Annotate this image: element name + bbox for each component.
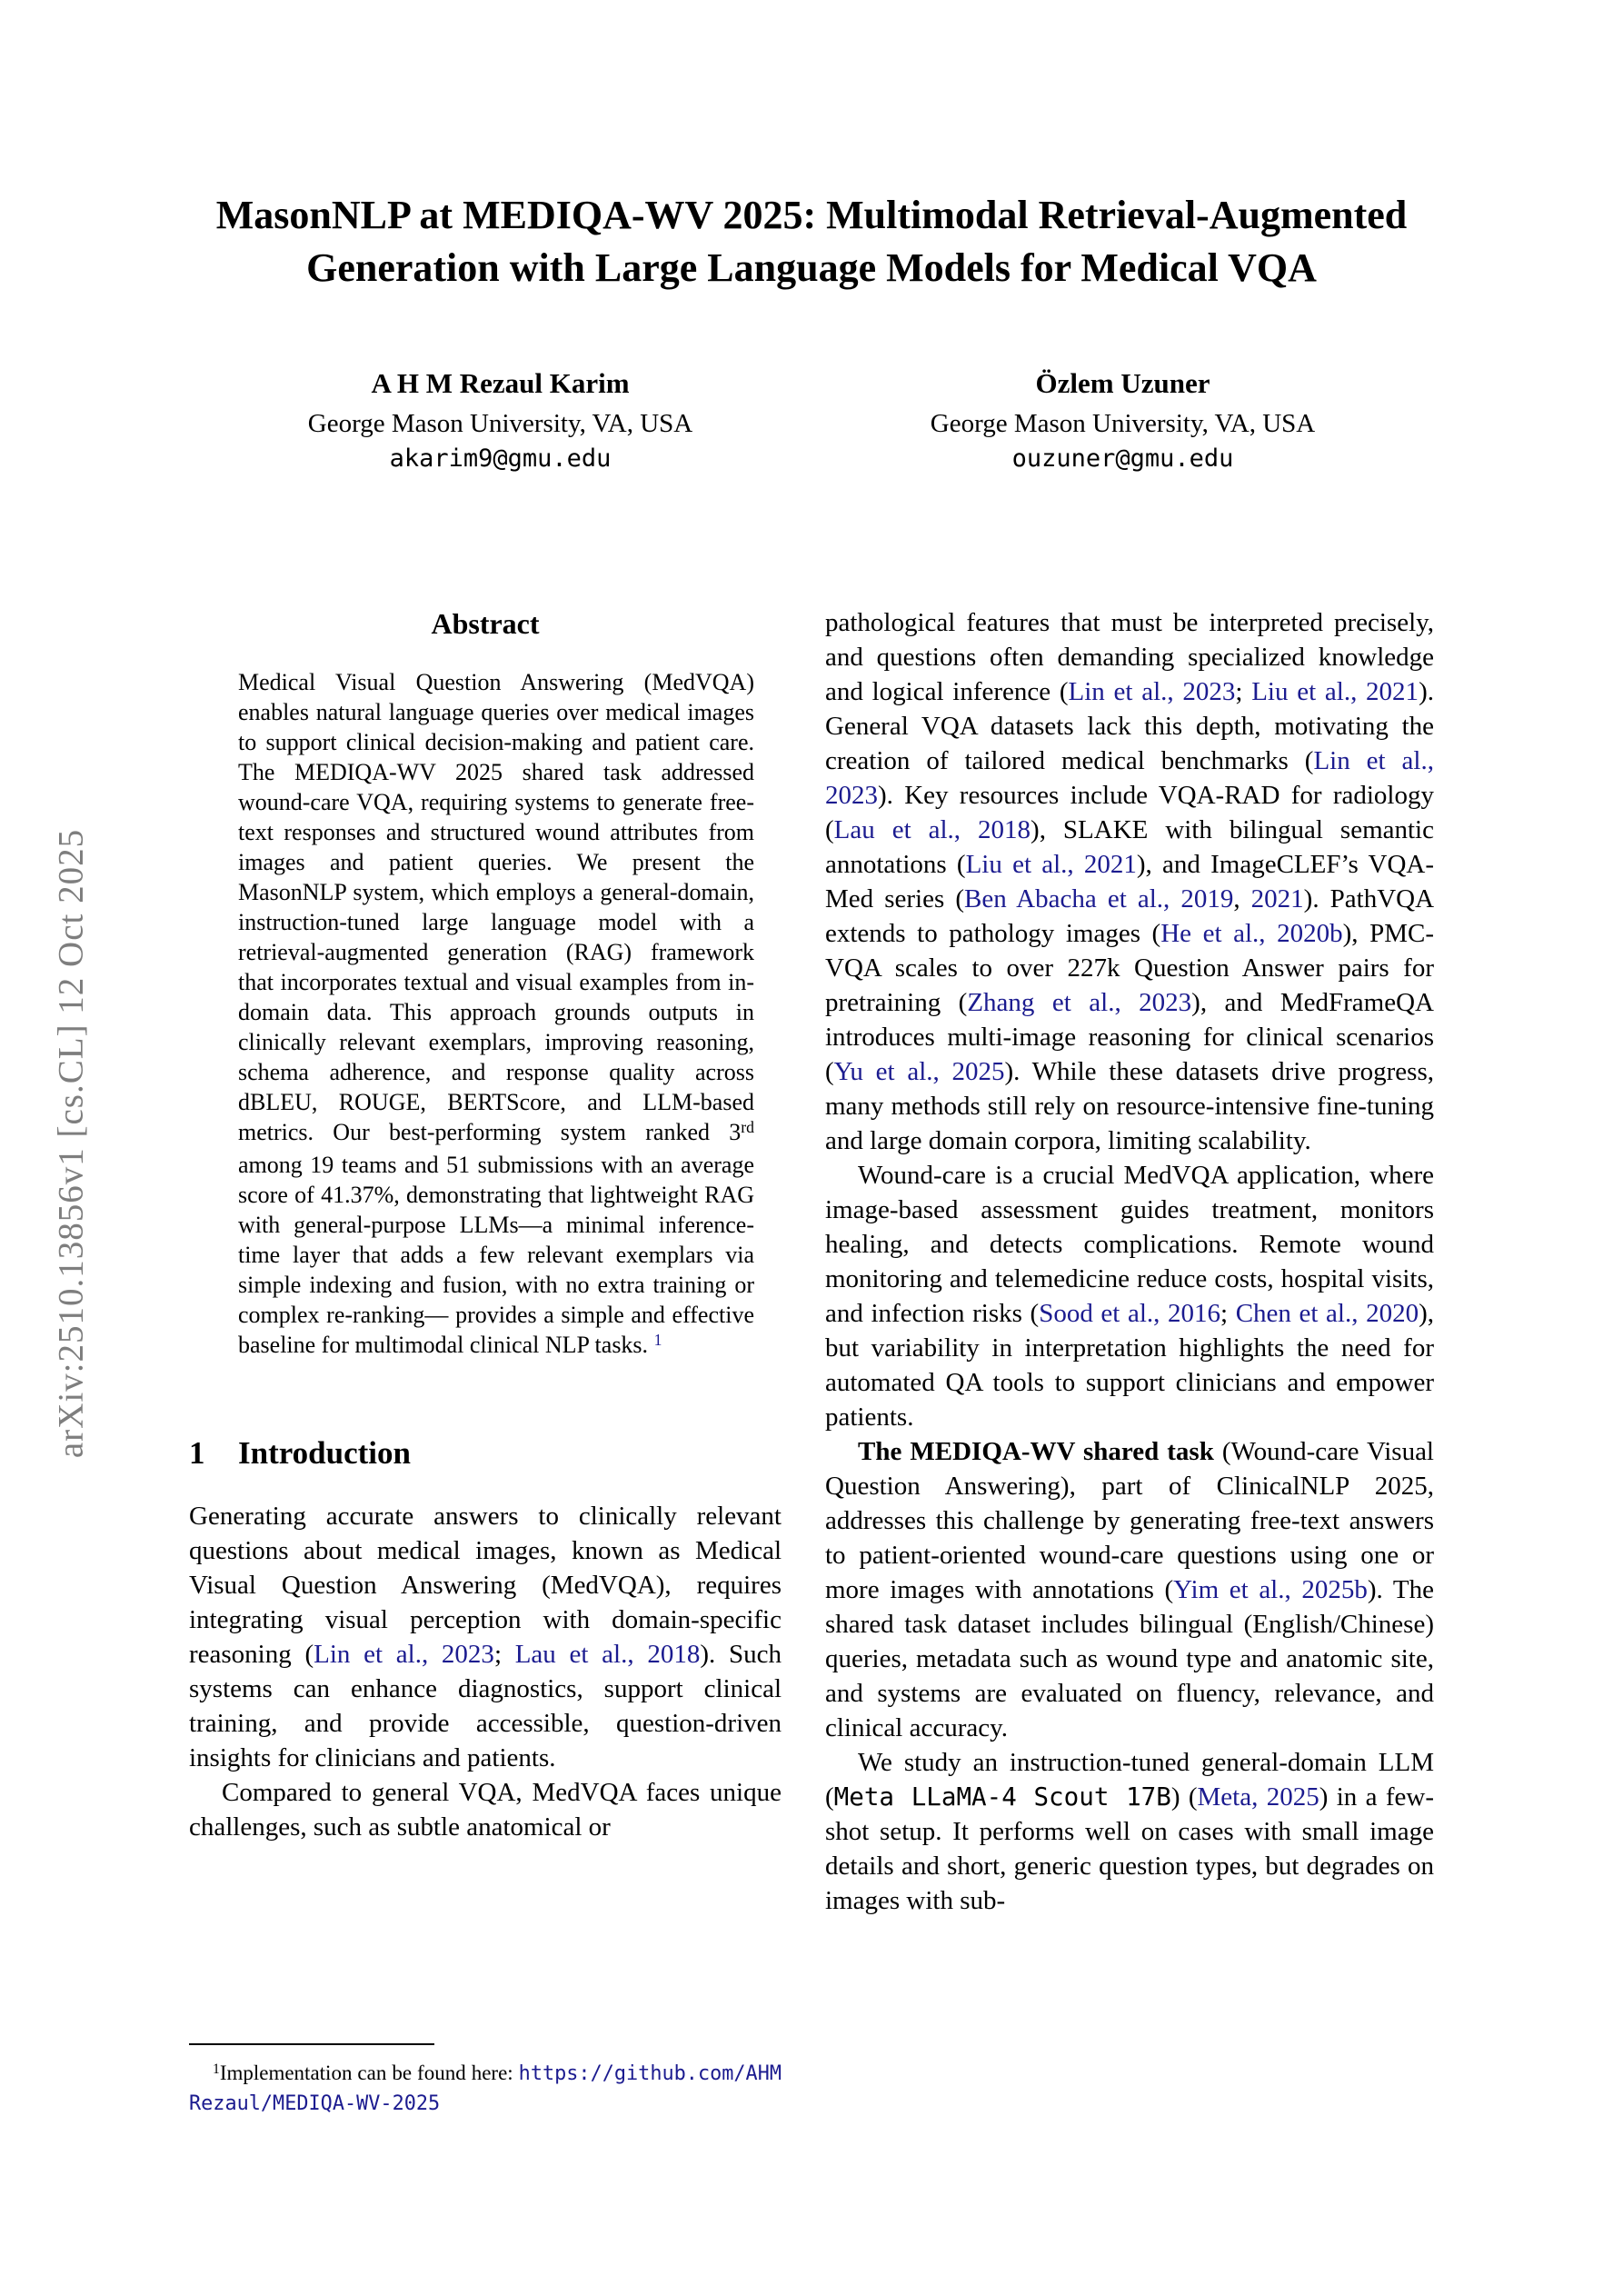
footnote-block: [189, 2043, 782, 2118]
text-run: ;: [493, 1640, 515, 1669]
citation-link[interactable]: Liu et al., 2021: [1251, 677, 1419, 706]
author-row: [189, 365, 1434, 477]
text-run: ;: [1235, 677, 1252, 706]
citation-link[interactable]: Yim et al., 2025b: [1173, 1575, 1368, 1604]
author-email: akarim9@gmu.edu: [389, 444, 612, 473]
citation-link[interactable]: Meta, 2025: [1197, 1782, 1319, 1812]
arxiv-watermark: arXiv:2510.13856v1 [cs.CL] 12 Oct 2025: [51, 828, 91, 1459]
left-column: [189, 600, 782, 1844]
text-run: ), and MedFrameQA introduces multi-image reasoning for clinical scenarios (: [825, 988, 1434, 1086]
citation-link[interactable]: Ben Abacha et al., 2019: [964, 884, 1234, 913]
text-run: ), but variability in interpretation highlights the need for automated QA tools to support clinicians and empower patients.: [825, 1299, 1434, 1432]
author-affiliation: George Mason University, VA, USA: [307, 409, 693, 438]
superscript: rd: [741, 1118, 754, 1137]
section-title: Introduction: [238, 1435, 411, 1471]
intro-paragraph: [189, 1499, 782, 1775]
footnote-marker-link[interactable]: 1: [653, 1331, 662, 1350]
citation-link[interactable]: He et al., 2020b: [1160, 919, 1343, 948]
url-link[interactable]: https://github.com/AHMRezaul/MEDIQA-WV-2025: [189, 2062, 782, 2115]
text-run: ). PathVQA extends to pathology images (: [825, 884, 1435, 948]
citation-link[interactable]: Lau et al., 2018: [514, 1640, 701, 1669]
text-run: ) in a few-shot setup. It performs well on cases with small image details and short, generic question types, but degrades on images with sub-: [825, 1782, 1434, 1915]
text-run: ). While these datasets drive progress, many methods still rely on resource-intensive fine-tuning and large domain corpora, limiting scalability.: [825, 1057, 1434, 1155]
section-heading: [189, 1433, 782, 1473]
author-affiliation: George Mason University, VA, USA: [930, 409, 1316, 438]
text-run: We study an instruction-tuned general-domain LLM (: [825, 1748, 1434, 1812]
citation-link[interactable]: Sood et al., 2016: [1039, 1299, 1221, 1328]
author-name: Özlem Uzuner: [1035, 367, 1210, 399]
inline-code: Meta LLaMA-4 Scout 17B: [833, 1782, 1171, 1812]
text-run: ,: [1233, 884, 1251, 913]
abstract-heading: Abstract: [431, 607, 540, 640]
citation-link[interactable]: Lin et al., 2023: [314, 1640, 494, 1669]
citation-link[interactable]: 2021: [1250, 884, 1304, 913]
text-run: ), PMC-VQA scales to over 227k Question Answer pairs for pretraining (: [825, 919, 1435, 1017]
intro-paragraph: [189, 1775, 782, 1844]
text-run: Wound-care is a crucial MedVQA application, where image-based assessment guides treatment, monitors healing, and detects complications. Remote wound monitoring and telemedicine reduce costs, hospital visits, and infection risks (: [825, 1161, 1434, 1328]
body-paragraph: [825, 605, 1434, 1158]
paper-title: [0, 189, 1623, 294]
citation-link[interactable]: Lin et al., 2023: [825, 746, 1434, 810]
text-run: Implementation can be found here:: [219, 2061, 519, 2084]
author-email: ouzuner@gmu.edu: [1011, 444, 1234, 473]
body-paragraph: [825, 1434, 1434, 1745]
citation-link[interactable]: Lin et al., 2023: [1068, 677, 1236, 706]
body-paragraph: [825, 1745, 1434, 1918]
section-number: 1: [189, 1435, 205, 1471]
author-name: A H M Rezaul Karim: [371, 367, 630, 399]
author-block: [812, 365, 1434, 477]
citation-link[interactable]: Lau et al., 2018: [833, 815, 1031, 844]
text-run: ) (: [1170, 1782, 1198, 1812]
superscript: 1: [213, 2061, 220, 2077]
text-run: Medical Visual Question Answering (MedVQA) enables natural language queries over medical images to support clinical decision-making and patient care. The MEDIQA-WV 2025 shared task addressed wound-care VQA, requiring systems to generate free-text responses and structured wound attributes from images and patient queries. We present the MasonNLP system, which employs a general-domain, instruction-tuned large language model with a retrieval-augmented generation (RAG) framework that incorporates textual and visual examples from in-domain data. This approach grounds outputs in clinically relevant exemplars, improving reasoning, schema adherence, and response quality across dBLEU, ROUGE, BERTScore, and LLM-based metrics. Our best-performing system ranked 3: [238, 669, 754, 1145]
text-run: ), and ImageCLEF’s VQA-Med series (: [825, 850, 1434, 913]
citation-link[interactable]: Zhang et al., 2023: [967, 988, 1192, 1017]
text-run: ). Such systems can enhance diagnostics, support clinical training, and provide accessible, question-driven insights for clinicians and patients.: [189, 1640, 782, 1772]
footnote-rule: [189, 2043, 434, 2045]
footnote-text: [189, 2060, 782, 2118]
text-run: ). Key resources include VQA-RAD for radiology (: [825, 781, 1434, 844]
text-run: pathological features that must be interpreted precisely, and questions often demanding specialized knowledge and logical inference (: [825, 608, 1434, 706]
text-run: Compared to general VQA, MedVQA faces unique challenges, such as subtle anatomical or: [189, 1778, 782, 1842]
text-run: ;: [1220, 1299, 1236, 1328]
text-run: ). General VQA datasets lack this depth, motivating the creation of tailored medical benchmarks (: [825, 677, 1434, 775]
text-run: among 19 teams and 51 submissions with an average score of 41.37%, demonstrating that lightweight RAG with general-purpose LLMs—a minimal inference-time layer that adds a few relevant exemplars via simple indexing and fusion, with no extra training or complex re-ranking— provides a simple and effective baseline for multimodal clinical NLP tasks.: [238, 1152, 754, 1358]
author-block: [189, 365, 812, 477]
body-paragraph: [825, 1158, 1434, 1434]
citation-link[interactable]: Yu et al., 2025: [833, 1057, 1005, 1086]
right-column: [825, 600, 1434, 1918]
paper-title-text: MasonNLP at MEDIQA-WV 2025: Multimodal Retrieval-Augmented Generation with Large Language Models for Medical VQA: [215, 193, 1408, 290]
text-run: ). The shared task dataset includes bilingual (English/Chinese) queries, metadata such as wound type and anatomic site, and systems are evaluated on fluency, relevance, and clinical accuracy.: [825, 1575, 1434, 1742]
text-run: (Wound-care Visual Question Answering), part of ClinicalNLP 2025, addresses this challenge by generating free-text answers to patient-oriented wound-care questions using one or more images with annotations (: [825, 1437, 1434, 1604]
text-run: Generating accurate answers to clinically relevant questions about medical images, known as Medical Visual Question Answering (MedVQA), requires integrating visual perception with domain-specific reasoning (: [189, 1502, 782, 1669]
abstract-text: [238, 667, 754, 1363]
citation-link[interactable]: Liu et al., 2021: [965, 850, 1137, 879]
citation-link[interactable]: Chen et al., 2020: [1235, 1299, 1419, 1328]
bold-lead-in: The MEDIQA-WV shared task: [858, 1437, 1214, 1466]
text-run: ), SLAKE with bilingual semantic annotations (: [825, 815, 1434, 879]
